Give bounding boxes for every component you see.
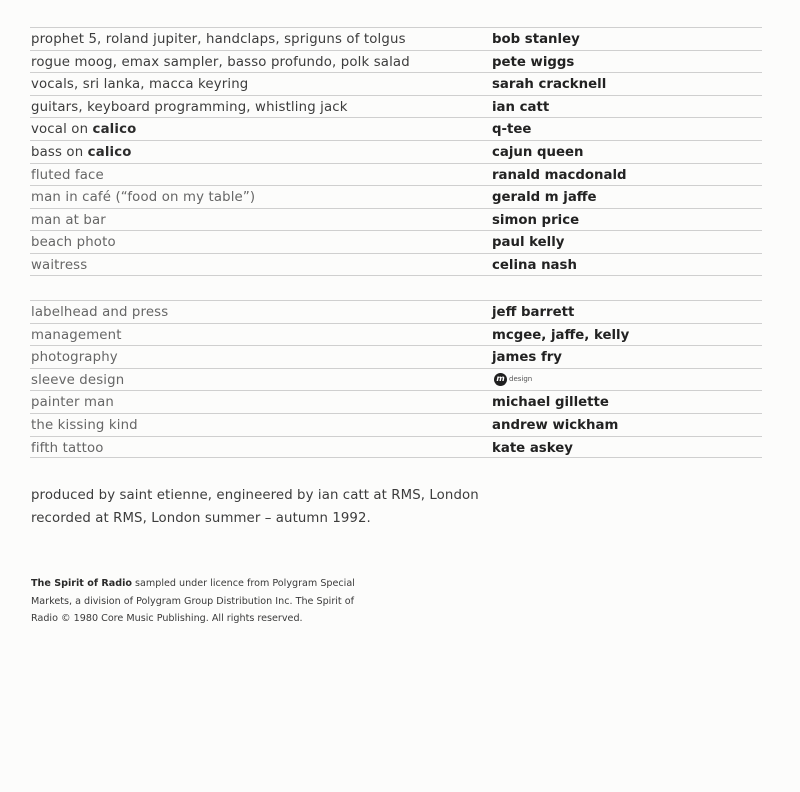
staff-role: labelhead and press (31, 305, 169, 320)
song-title: calico (92, 122, 137, 138)
staff-role: fifth tattoo (31, 440, 104, 456)
design-studio-logo (494, 373, 532, 386)
credit-name: celina nash (492, 257, 577, 273)
credit-role: waitress (31, 257, 88, 273)
staff-role: management (31, 327, 122, 343)
credit-row (30, 95, 762, 118)
credit-row (30, 253, 762, 276)
credit-row (30, 208, 762, 231)
credit-row (30, 117, 762, 140)
sample-title: The Spirit of Radio (31, 578, 132, 589)
staff-row (30, 368, 762, 391)
recording-line: recorded at RMS, London summer – autumn 1992. (31, 510, 371, 526)
credit-role: prophet 5, roland jupiter, handclaps, spriguns of tolgus (31, 32, 406, 47)
credit-name: simon price (492, 212, 580, 228)
credit-role: man at bar (31, 212, 106, 228)
credit-role: man in café (“food on my table”) (31, 190, 256, 206)
staff-name: james fry (492, 350, 562, 366)
staff-role: painter man (31, 395, 114, 411)
credit-role: rogue moog, emax sampler, basso profundo, polk salad (31, 54, 410, 70)
credit-name: bob stanley (492, 32, 580, 47)
production-line: produced by saint etienne, engineered by ian catt at RMS, London (31, 488, 479, 503)
staff-name: kate askey (492, 440, 573, 456)
credit-name: ian catt (492, 99, 550, 115)
credit-role: guitars, keyboard programming, whistling jack (31, 99, 348, 115)
copyright-line: Radio © 1980 Core Music Publishing. All rights reserved. (31, 613, 303, 624)
credit-name: gerald m jaffe (492, 190, 597, 206)
sample-line-rest: sampled under licence from Polygram Special (131, 578, 355, 589)
credit-name: q-tee (492, 122, 532, 138)
credit-role: beach photo (31, 235, 116, 251)
staff-row (30, 390, 762, 413)
staff-credits-table (30, 300, 762, 458)
staff-row (30, 345, 762, 368)
song-title: calico (87, 144, 132, 160)
credit-row (30, 163, 762, 186)
staff-name: jeff barrett (492, 305, 575, 320)
staff-role: photography (31, 350, 118, 366)
credit-row (30, 230, 762, 253)
credit-name: cajun queen (492, 144, 584, 160)
credit-name: pete wiggs (492, 54, 575, 70)
credit-row (30, 50, 762, 73)
production-notes (31, 485, 479, 530)
credit-name: sarah cracknell (492, 77, 607, 93)
staff-name: andrew wickham (492, 417, 619, 433)
musician-credits-table (30, 27, 762, 276)
staff-row (30, 323, 762, 346)
credit-name: ranald macdonald (492, 167, 627, 183)
credit-row (30, 27, 762, 50)
credit-role: vocals, sri lanka, macca keyring (31, 77, 249, 93)
credit-role-prefix: bass on (31, 144, 88, 160)
credit-role (31, 122, 136, 137)
credit-row (30, 72, 762, 95)
sample-line (31, 575, 411, 593)
credit-role-prefix: vocal on (31, 122, 93, 138)
staff-row (30, 413, 762, 436)
sample-credit-notice (31, 575, 411, 628)
m-logo-icon: m (494, 373, 507, 386)
staff-row (30, 436, 762, 459)
staff-role: sleeve design (31, 372, 125, 388)
staff-row (30, 300, 762, 323)
credit-role (31, 145, 132, 160)
logo-text: design (509, 375, 533, 384)
staff-name: mcgee, jaffe, kelly (492, 327, 630, 343)
staff-name: michael gillette (492, 395, 609, 411)
staff-role: the kissing kind (31, 417, 138, 433)
credit-role: fluted face (31, 167, 104, 183)
sample-line: Markets, a division of Polygram Group Distribution Inc. The Spirit of (31, 595, 354, 607)
credit-name: paul kelly (492, 235, 565, 251)
credit-row (30, 185, 762, 208)
credit-row (30, 140, 762, 163)
